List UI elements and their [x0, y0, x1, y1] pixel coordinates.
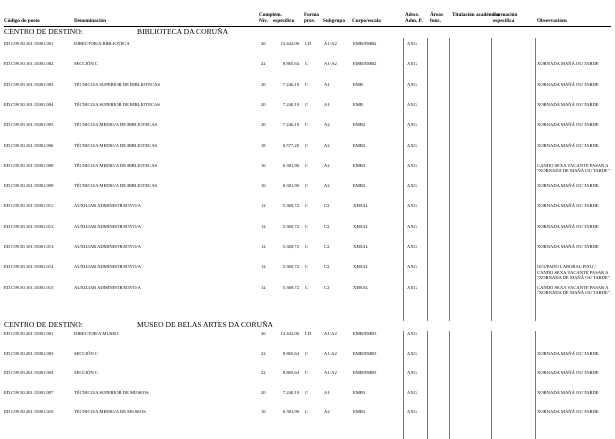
col-formacion-2: específica	[493, 18, 515, 24]
cell-forma: C	[305, 61, 309, 67]
cell-complemento: 13.442,00	[280, 331, 299, 336]
col-niv: Nív.	[259, 18, 268, 24]
cell-niv: 20	[261, 389, 266, 395]
cell-corpo: EMB/EMB3	[353, 370, 377, 375]
cell-codigo: ED.C99.50.201.15001.007	[4, 389, 54, 395]
cell-subgrupo: A2	[324, 122, 330, 128]
cell-forma: C	[305, 409, 309, 414]
cell-niv: 16	[261, 183, 266, 189]
cell-forma: C	[305, 244, 309, 249]
separator-observacions	[535, 38, 536, 321]
cell-observacions: XORNADA MAÑÁ OU TARDE	[537, 142, 599, 148]
cell-adscr: AXG	[407, 264, 417, 270]
cell-niv: 20	[261, 101, 266, 107]
cell-forma: C	[305, 370, 309, 375]
col-corpo: Corpo/escala	[352, 18, 381, 24]
col-forma-2: prov.	[304, 18, 316, 24]
cell-denominacion: TÉCNICO/A MEDIO/A DE BIBLIOTECAS	[74, 142, 158, 148]
section-name: MUSEO DE BELAS ARTES DA CORUÑA	[137, 320, 274, 329]
cell-forma: C	[305, 264, 309, 270]
cell-observacions: XORNADA MAÑÁ OU TARDE	[537, 244, 599, 249]
cell-subgrupo: A1-A2	[324, 331, 337, 336]
cell-complemento: 5.369,72	[282, 223, 299, 229]
cell-complemento: 7.240,10	[282, 389, 299, 395]
cell-observacions: XORNADA MAÑÁ OU TARDE	[537, 409, 599, 414]
cell-adscr: AXG	[407, 203, 417, 209]
cell-corpo: XERAL	[353, 264, 369, 270]
cell-niv: 22	[261, 61, 266, 67]
col-areas-2: func.	[430, 18, 442, 24]
separator-adscr-2	[403, 331, 404, 439]
cell-adscr: AXG	[407, 389, 417, 395]
cell-niv: 20	[261, 81, 266, 87]
cell-subgrupo: C2	[324, 264, 330, 270]
cell-codigo: ED.C99.50.101.15001.002	[4, 61, 54, 67]
col-areas-1: Áreas	[430, 12, 443, 18]
header-rule	[4, 26, 611, 27]
section-name: BIBLIOTECA DA CORUÑA	[137, 27, 229, 36]
cell-subgrupo: A2	[324, 162, 330, 168]
cell-adscr: AXG	[407, 331, 417, 336]
cell-forma: C	[305, 203, 309, 209]
cell-subgrupo: A1	[324, 81, 330, 87]
separator-observacions-2	[535, 331, 536, 439]
cell-complemento: 7.240,10	[282, 81, 299, 87]
cell-complemento: 5.369,72	[282, 264, 299, 270]
cell-niv: 18	[261, 142, 266, 148]
cell-corpo: EMB/EMB2	[353, 61, 377, 67]
cell-denominacion: DIRECTOR/A MUSEO	[74, 331, 119, 336]
cell-niv: 22	[261, 350, 266, 356]
cell-subgrupo: C2	[324, 203, 330, 209]
cell-corpo: EMB/EMB2	[353, 41, 377, 46]
cell-niv: 12	[261, 264, 266, 270]
cell-niv: 12	[261, 284, 266, 290]
section-label: CENTRO DE DESTINO:	[4, 320, 83, 329]
cell-adscr: AXG	[407, 284, 417, 290]
cell-corpo: XERAL	[353, 244, 369, 249]
col-complemento-1: Complem.	[259, 12, 282, 18]
cell-forma: C	[305, 142, 309, 148]
separator-titulacion-2	[449, 331, 450, 439]
cell-observacions: XORNADA MAÑÁ OU TARDE	[537, 370, 599, 375]
cell-denominacion: SECCIÓN C	[74, 370, 98, 375]
cell-corpo: EMB	[353, 81, 363, 87]
cell-complemento: 6.381,90	[282, 183, 299, 189]
cell-corpo: EMB2	[353, 162, 366, 168]
cell-forma: C	[305, 223, 309, 229]
cell-codigo: ED.C99.50.101.15001.013	[4, 244, 54, 249]
cell-codigo: ED.C99.50.201.15001.004	[4, 370, 54, 375]
cell-corpo: XERAL	[353, 284, 369, 290]
cell-observacions: XORNADA MAÑÁ OU TARDE	[537, 101, 599, 107]
cell-subgrupo: C2	[324, 284, 330, 290]
cell-observacions: CANDO SEXA VACANTE PASAR A "XORNADA DE MAÑÁ OU TARDE".	[537, 284, 611, 296]
cell-codigo: ED.C99.50.101.15001.009	[4, 183, 54, 189]
separator-titulacion	[449, 38, 450, 321]
cell-adscr: AXG	[407, 244, 417, 249]
cell-denominacion: TÉCNICO/A MEDIO/A DE MUSEOS	[74, 409, 146, 414]
cell-adscr: AXG	[407, 142, 417, 148]
cell-codigo: ED.C99.50.101.15001.011	[4, 203, 54, 209]
cell-complemento: 6.577,20	[282, 142, 299, 148]
cell-observacions: OCUPADO LABORAL FIXO / CANDO SEXA VACANTE PASAR A "XORNADA DE MAÑÁ OU TARDE".	[537, 264, 611, 281]
cell-complemento: 6.381,90	[282, 162, 299, 168]
cell-corpo: XERAL	[353, 203, 369, 209]
cell-corpo: EMB2	[353, 122, 366, 128]
separator-adscr	[403, 38, 404, 321]
cell-niv: 12	[261, 223, 266, 229]
cell-observacions: XORNADA MAÑÁ OU TARDE	[537, 203, 599, 209]
cell-corpo: EMB2	[353, 142, 366, 148]
cell-corpo: EMB3	[353, 409, 366, 414]
cell-corpo: EMB3	[353, 389, 366, 395]
cell-subgrupo: A1	[324, 101, 330, 107]
col-complemento-2: específico	[273, 18, 295, 24]
cell-complemento: 8.865,64	[282, 350, 299, 356]
cell-subgrupo: C2	[324, 244, 330, 249]
cell-denominacion: SECCIÓN C	[74, 61, 98, 67]
cell-codigo: ED.C99.50.101.15001.006	[4, 142, 54, 148]
cell-forma: LD	[305, 331, 312, 336]
cell-adscr: AXG	[407, 41, 417, 46]
cell-denominacion: TÉCNICO/A MEDIO/A DE BIBLIOTECAS	[74, 122, 158, 128]
cell-complemento: 7.240,10	[282, 101, 299, 107]
cell-forma: LD	[305, 41, 312, 46]
cell-observacions: XORNADA MAÑÁ OU TARDE	[537, 350, 599, 356]
cell-subgrupo: A1-A2	[324, 61, 337, 67]
cell-forma: C	[305, 122, 309, 128]
cell-adscr: AXG	[407, 409, 417, 414]
cell-denominacion: TÉCNICO/A SUPERIOR DE BIBLIOTECAS	[74, 101, 160, 107]
cell-corpo: EMB/EMB3	[353, 331, 377, 336]
section-label: CENTRO DE DESTINO:	[4, 27, 83, 36]
cell-subgrupo: C2	[324, 223, 330, 229]
cell-adscr: AXG	[407, 61, 417, 67]
cell-denominacion: TÉCNICO/A MEDIO/A DE BIBLIOTECAS	[74, 183, 158, 189]
cell-niv: 20	[261, 122, 266, 128]
cell-subgrupo: A2	[324, 183, 330, 189]
cell-observacions: XORNADA MAÑÁ OU TARDE	[537, 183, 599, 189]
cell-complemento: 6.381,90	[282, 409, 299, 414]
separator-formacion-2	[491, 331, 492, 439]
cell-forma: C	[305, 101, 309, 107]
cell-codigo: ED.C99.50.101.15001.012	[4, 223, 54, 229]
cell-adscr: AXG	[407, 122, 417, 128]
cell-complemento: 5.369,72	[282, 244, 299, 249]
cell-niv: 16	[261, 162, 266, 168]
cell-adscr: AXG	[407, 183, 417, 189]
cell-subgrupo: A1-A2	[324, 370, 337, 375]
cell-observacions: XORNADA MAÑÁ OU TARDE	[537, 389, 599, 395]
cell-observacions: XORNADA MAÑÁ OU TARDE	[537, 122, 599, 128]
cell-observacions: XORNADA MAÑÁ OU TARDE	[537, 81, 599, 87]
cell-codigo: ED.C99.50.201.15001.003	[4, 350, 54, 356]
cell-adscr: AXG	[407, 101, 417, 107]
cell-corpo: EMB	[353, 101, 363, 107]
cell-adscr: AXG	[407, 370, 417, 375]
cell-subgrupo: A1-A2	[324, 350, 337, 356]
separator-formacion	[491, 38, 492, 321]
col-subgrupo: Subgrupo	[323, 18, 345, 24]
cell-denominacion: SECCIÓN C	[74, 350, 98, 356]
cell-codigo: ED.C99.50.101.15001.015	[4, 284, 54, 290]
cell-corpo: EMB2	[353, 183, 366, 189]
col-adscr-2: Adm. P.	[405, 18, 423, 24]
cell-niv: 22	[261, 370, 266, 375]
cell-denominacion: AUXILIAR ADMINISTRATIVO/A	[74, 203, 141, 209]
cell-forma: C	[305, 183, 309, 189]
col-forma-1: Forma	[304, 12, 319, 18]
cell-denominacion: AUXILIAR ADMINISTRATIVO/A	[74, 244, 141, 249]
cell-forma: C	[305, 350, 309, 356]
separator-areas	[427, 38, 428, 321]
cell-corpo: XERAL	[353, 223, 369, 229]
cell-niv: 12	[261, 203, 266, 209]
cell-codigo: ED.C99.50.101.15001.003	[4, 81, 54, 87]
cell-subgrupo: A1-A2	[324, 41, 337, 46]
col-titulacion: Titulación académica	[452, 12, 500, 18]
cell-subgrupo: A2	[324, 409, 330, 414]
cell-adscr: AXG	[407, 223, 417, 229]
cell-subgrupo: A1	[324, 389, 330, 395]
col-formacion-1: Formación	[493, 12, 518, 18]
cell-complemento: 7.240,10	[282, 122, 299, 128]
cell-complemento: 5.369,72	[282, 284, 299, 290]
cell-denominacion: AUXILIAR ADMINISTRATIVO/A	[74, 284, 141, 290]
cell-niv: 16	[261, 409, 266, 414]
cell-forma: C	[305, 284, 309, 290]
cell-forma: C	[305, 81, 309, 87]
col-observacions: Observacións	[537, 18, 567, 24]
cell-observacions: CANDO SEXA VACANTE PASAR A "XORNADA DE MAÑÁ OU TARDE".	[537, 162, 611, 174]
cell-niv: 12	[261, 244, 266, 249]
cell-denominacion: TÉCNICO/A SUPERIOR DE MUSEOS	[74, 389, 149, 395]
cell-codigo: ED.C99.50.101.15001.001	[4, 41, 54, 46]
cell-codigo: ED.C99.50.101.15001.004	[4, 101, 54, 107]
cell-complemento: 5.369,72	[282, 203, 299, 209]
cell-complemento: 8.865,64	[282, 61, 299, 67]
cell-niv: 26	[261, 331, 266, 336]
col-codigo: Código do posto	[4, 18, 40, 24]
cell-codigo: ED.C99.50.101.15001.008	[4, 162, 54, 168]
col-denominacion: Denominación	[74, 18, 106, 24]
cell-codigo: ED.C99.50.101.15001.005	[4, 122, 54, 128]
cell-subgrupo: A2	[324, 142, 330, 148]
cell-observacions: XORNADA MAÑÁ OU TARDE	[537, 61, 599, 67]
cell-complemento: 8.865,64	[282, 370, 299, 375]
cell-denominacion: AUXILIAR ADMINISTRATIVO/A	[74, 264, 141, 270]
cell-forma: C	[305, 389, 309, 395]
cell-observacions: XORNADA MAÑÁ OU TARDE	[537, 223, 599, 229]
cell-codigo: ED.C99.50.201.15001.001	[4, 331, 54, 336]
col-adscr-1: Adscr.	[405, 12, 420, 18]
cell-forma: C	[305, 162, 309, 168]
cell-adscr: AXG	[407, 350, 417, 356]
cell-adscr: AXG	[407, 162, 417, 168]
cell-denominacion: TÉCNICO/A SUPERIOR DE BIBLIOTECAS	[74, 81, 160, 87]
cell-codigo: ED.C99.50.201.15001.010	[4, 409, 54, 414]
cell-corpo: EMB/EMB3	[353, 350, 377, 356]
cell-niv: 26	[261, 41, 266, 46]
cell-complemento: 13.442,00	[280, 41, 299, 46]
cell-denominacion: DIRECTOR/A BIBLIOTECA	[74, 41, 130, 46]
cell-denominacion: AUXILIAR ADMINISTRATIVO/A	[74, 223, 141, 229]
cell-denominacion: TÉCNICO/A MEDIO/A DE BIBLIOTECAS	[74, 162, 158, 168]
cell-adscr: AXG	[407, 81, 417, 87]
separator-areas-2	[427, 331, 428, 439]
cell-codigo: ED.C99.50.101.15001.014	[4, 264, 54, 270]
